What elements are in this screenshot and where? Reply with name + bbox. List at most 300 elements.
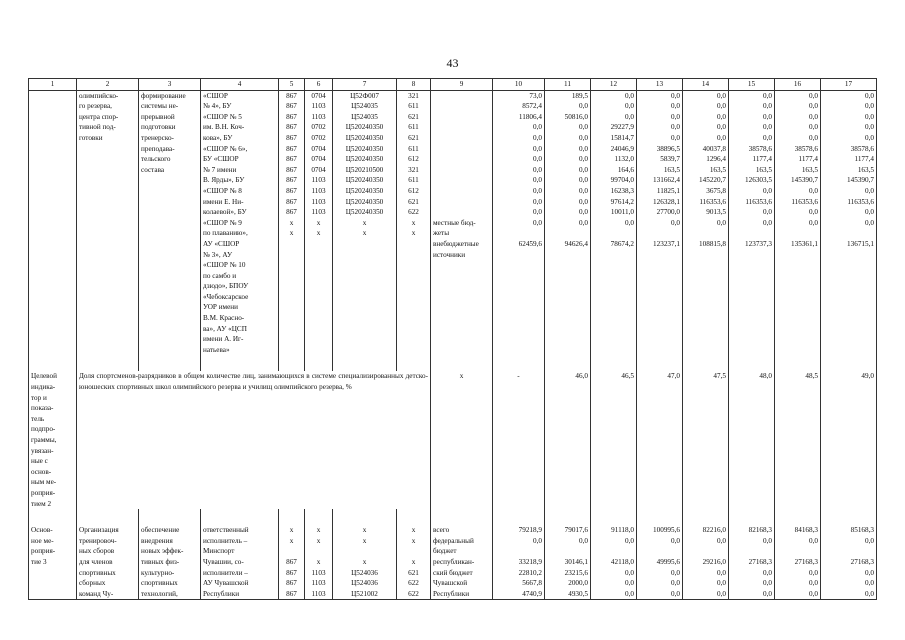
cell-line: 867 [286, 165, 297, 174]
cell-line: 11806,4 [518, 112, 542, 121]
cell-line: 0,0 [533, 536, 542, 545]
cell-line: 0,0 [763, 579, 772, 588]
cell-line [433, 112, 490, 123]
cell-line: 4740,9 [522, 589, 542, 598]
cell-line: 82216,0 [702, 526, 726, 535]
cell-line [281, 546, 302, 557]
cell-col8 [397, 525, 431, 600]
cell-line: «СШОР № 8 [203, 186, 242, 195]
cell-line: 0,0 [763, 218, 772, 227]
cell-line: 108815,8 [699, 239, 726, 248]
cell-line: 1103 [311, 579, 326, 588]
cell-line: 163,5 [709, 165, 726, 174]
cell-line: 189,5 [571, 91, 588, 100]
cell-line: 0704 [311, 144, 326, 153]
cell-line: 1103 [311, 197, 326, 206]
cell-line: спортивных [79, 568, 116, 577]
cell-line: дзюдо», БПОУ [203, 282, 249, 291]
cell-line: 33218,9 [518, 557, 542, 566]
cell-line: 0,0 [809, 589, 818, 598]
cell-line: новых эффек- [141, 547, 184, 556]
cell-line: 0,0 [865, 133, 874, 142]
cell-line: 0,0 [865, 123, 874, 132]
cell-line [777, 228, 818, 239]
cell-line: Чувашии, со- [203, 557, 244, 566]
cell-line: 0,0 [809, 568, 818, 577]
cell-line: Ц521002 [351, 589, 378, 598]
cell-line: бюджет [433, 547, 457, 556]
cell-line: 611 [408, 123, 419, 132]
cell-col9 [431, 525, 493, 600]
cell-line: Ц524036 [351, 568, 378, 577]
cell-col6 [305, 90, 333, 355]
cell-line [547, 228, 588, 239]
cell-line: готовки [79, 133, 103, 142]
cell-line: 38896,5 [656, 144, 680, 153]
cell-line: исполнитель – [203, 536, 248, 545]
cell-line: Целевой [31, 372, 57, 381]
cell-line: 0,0 [671, 91, 680, 100]
cell-line [639, 546, 680, 557]
cell-line: 30146,1 [564, 557, 588, 566]
cell-line: 0,0 [809, 186, 818, 195]
cell-line: преподава- [141, 144, 175, 153]
cell-line [433, 175, 490, 186]
cell-line: 0,0 [671, 589, 680, 598]
cell-col9 [431, 90, 493, 355]
cell-col5 [279, 90, 305, 355]
cell-line: 131662,4 [653, 176, 680, 185]
cell-line: № 7 имени [203, 165, 237, 174]
cell-line: 49995,6 [656, 557, 680, 566]
cell-line: x [289, 229, 294, 238]
cell-line: В.М. Красно- [203, 314, 245, 323]
cell-line: имени А. Иг- [203, 335, 244, 344]
cell-line: 9013,5 [706, 208, 726, 217]
cell-line: x [362, 536, 367, 545]
cell-line: 0,0 [533, 165, 542, 174]
cell-col16 [775, 525, 821, 600]
cell-line: 0,0 [671, 133, 680, 142]
cell-col17: 49,0 [821, 371, 877, 509]
cell-line [433, 197, 490, 208]
cell-line: 0,0 [625, 579, 634, 588]
cell-col3 [139, 525, 201, 600]
cell-line [731, 546, 772, 557]
cell-line: x [362, 218, 367, 227]
cell-col13 [637, 525, 683, 600]
cell-line: 0,0 [717, 568, 726, 577]
cell-line: 62459,6 [518, 239, 542, 248]
cell-line: 0,0 [763, 102, 772, 111]
column-header: 14 [683, 79, 729, 91]
cell-line: 0,0 [865, 91, 874, 100]
cell-col11: 46,0 [545, 371, 591, 509]
cell-line: 611 [408, 176, 419, 185]
cell-line: жеты [433, 229, 450, 238]
cell-line: го резерва, [79, 102, 112, 111]
cell-line: 0704 [311, 165, 326, 174]
cell-line: 0,0 [533, 133, 542, 142]
cell-line: 8572,4 [522, 102, 542, 111]
cell-line: 79218,9 [518, 526, 542, 535]
cell-line: состава [141, 165, 165, 174]
cell-line: 50816,0 [564, 112, 588, 121]
cell-line: культурно- [141, 568, 175, 577]
cell-line: 867 [286, 176, 297, 185]
cell-line: 0,0 [533, 123, 542, 132]
cell-line: 0,0 [717, 102, 726, 111]
cell-line: 0,0 [625, 568, 634, 577]
cell-line: центра спор- [79, 112, 119, 121]
cell-line [433, 207, 490, 218]
cell-line [731, 228, 772, 239]
cell-line: 0,0 [579, 123, 588, 132]
cell-line: 612 [408, 155, 419, 164]
cell-line: 16238,3 [610, 186, 634, 195]
cell-line: тренировоч- [79, 536, 117, 545]
cell-line: 0,0 [579, 197, 588, 206]
cell-line: x [289, 526, 294, 535]
cell-line: системы не- [141, 102, 179, 111]
cell-line: 84168,3 [794, 526, 818, 535]
spacer-row [29, 509, 877, 525]
cell-line: 0,0 [763, 112, 772, 121]
cell-line: 0,0 [717, 589, 726, 598]
cell-line: 867 [286, 112, 297, 121]
cell-col16 [775, 90, 821, 355]
cell-line: кова», БУ [203, 133, 233, 142]
cell-line [433, 133, 490, 144]
cell-line: 0,0 [579, 144, 588, 153]
cell-line: Ц520240350 [345, 186, 384, 195]
cell-line: 0,0 [763, 91, 772, 100]
cell-line: тием 2 [31, 499, 52, 508]
cell-line [823, 546, 874, 557]
cell-line: x [362, 526, 367, 535]
cell-line: 1103 [311, 589, 326, 598]
cell-line: 867 [286, 579, 297, 588]
column-header: 17 [821, 79, 877, 91]
cell-line: 40037,8 [702, 144, 726, 153]
cell-line: граммы, [31, 436, 57, 444]
cell-line: ные с [31, 457, 48, 466]
cell-line [593, 228, 634, 239]
cell-line: 621 [408, 197, 419, 206]
cell-line: роприя- [31, 547, 56, 556]
program-table [28, 78, 877, 600]
cell-line: 1103 [311, 112, 326, 121]
cell-line: 97614,2 [610, 197, 634, 206]
cell-line: 0,0 [763, 186, 772, 195]
indicator-text: Доля спортсменов-разрядников в общем количестве лиц, занимающихся в системе специализированных детско-юношеских спортивных школ олимпийского резерва и училищ олимпийского резерва, % [77, 371, 431, 509]
cell-line: Республики [433, 589, 470, 598]
cell-line: Ц520240350 [345, 155, 384, 164]
cell-line [433, 165, 490, 176]
cell-line: 0,0 [625, 112, 634, 121]
cell-line: команд Чу- [79, 589, 114, 598]
cell-line: для членов [79, 557, 113, 566]
cell-line: 99704,0 [610, 176, 634, 185]
cell-line: 116353,6 [791, 197, 818, 206]
cell-col11 [545, 90, 591, 355]
cell-line: ное ме- [31, 536, 54, 545]
cell-col8 [397, 90, 431, 355]
cell-line: Ц524035 [351, 102, 378, 111]
column-header: 16 [775, 79, 821, 91]
cell-line: «СШОР [203, 91, 228, 100]
cell-line: 867 [286, 91, 297, 100]
cell-line [495, 228, 542, 239]
cell-line: 22810,2 [518, 568, 542, 577]
cell-col4 [201, 525, 279, 600]
cell-line: АУ Чувашской [203, 579, 249, 588]
cell-line: 27168,3 [748, 557, 772, 566]
cell-line [335, 546, 394, 557]
cell-line: 38578,6 [794, 144, 818, 153]
cell-line: 621 [408, 133, 419, 142]
cell-col16: 48,5 [775, 371, 821, 509]
cell-line: УОР имени [203, 303, 238, 312]
cell-line: всего [433, 526, 450, 535]
cell-line: Ц520240350 [345, 208, 384, 217]
cell-line: 116353,6 [847, 197, 874, 206]
cell-line: 0,0 [865, 218, 874, 227]
row-block-3 [29, 525, 877, 600]
cell-line: «СШОР № 6», [203, 144, 248, 153]
cell-line: 0,0 [763, 568, 772, 577]
cell-line: 1103 [311, 176, 326, 185]
cell-line: 0,0 [671, 123, 680, 132]
cell-line: x [316, 229, 321, 238]
cell-col17 [821, 90, 877, 355]
cell-line: 0,0 [671, 112, 680, 121]
cell-line: В. Ярды», БУ [203, 176, 245, 185]
cell-line: 38578,6 [748, 144, 772, 153]
cell-col4 [201, 90, 279, 355]
cell-col7 [333, 525, 397, 600]
cell-line: технологий, [141, 589, 178, 598]
column-header: 12 [591, 79, 637, 91]
cell-col12 [591, 90, 637, 355]
cell-line: тель [31, 414, 45, 423]
cell-line: 163,5 [857, 165, 874, 174]
cell-line: формирование [141, 91, 186, 100]
cell-line: тор и [31, 393, 47, 402]
cell-line [593, 546, 634, 557]
cell-line: 0,0 [579, 176, 588, 185]
cell-line: 1296,4 [706, 155, 726, 164]
cell-line: 10011,0 [610, 208, 634, 217]
cell-col14: 47,5 [683, 371, 729, 509]
cell-line: 126303,5 [745, 176, 772, 185]
cell-col1 [29, 371, 77, 509]
cell-line: по плаванию», [203, 229, 248, 238]
cell-line: исполнители – [203, 568, 248, 577]
cell-col6 [305, 525, 333, 600]
cell-line: спортивных [141, 579, 178, 588]
cell-col2 [77, 525, 139, 600]
cell-line: обеспечение [141, 526, 180, 535]
cell-col2 [77, 90, 139, 355]
cell-line: 27168,3 [794, 557, 818, 566]
cell-line: x [362, 557, 367, 566]
cell-line: им. В.Н. Коч- [203, 123, 245, 132]
cell-line: ответственный [203, 526, 249, 535]
cell-line: 0,0 [809, 579, 818, 588]
cell-line: 0,0 [671, 218, 680, 227]
cell-line: 0,0 [579, 102, 588, 111]
cell-col12: 46,5 [591, 371, 637, 509]
cell-line: 79017,6 [564, 526, 588, 535]
cell-line: 0,0 [717, 112, 726, 121]
cell-line: 321 [408, 91, 419, 100]
cell-line: 0,0 [763, 123, 772, 132]
cell-line: Ц520240350 [345, 197, 384, 206]
cell-line: 0,0 [763, 536, 772, 545]
row-block-1 [29, 90, 877, 355]
cell-line: 163,5 [755, 165, 772, 174]
cell-line: 0,0 [809, 536, 818, 545]
cell-line: 0,0 [717, 91, 726, 100]
cell-line: 0,0 [865, 536, 874, 545]
cell-line: натьева» [203, 345, 230, 354]
cell-line: 1177,4 [854, 155, 874, 164]
cell-line: 0,0 [763, 589, 772, 598]
cell-line: 0,0 [625, 536, 634, 545]
cell-line: 0,0 [671, 536, 680, 545]
cell-line: 0,0 [717, 133, 726, 142]
cell-line: 94626,4 [564, 239, 588, 248]
cell-line: 0,0 [671, 579, 680, 588]
cell-line: 85168,3 [850, 526, 874, 535]
cell-line: 0702 [311, 133, 326, 142]
cell-line: Ц52Ф007 [350, 91, 379, 100]
cell-line: 0,0 [533, 155, 542, 164]
cell-line [685, 228, 726, 239]
cell-line: 0,0 [809, 112, 818, 121]
cell-line: ных сборов [79, 547, 115, 556]
cell-line: «СШОР № 9 [203, 218, 242, 227]
cell-col13 [637, 90, 683, 355]
cell-line: Ц520240350 [345, 133, 384, 142]
cell-line: 2000,0 [568, 579, 588, 588]
cell-line: 145220,7 [699, 176, 726, 185]
cell-line: № 3», АУ [203, 250, 233, 259]
cell-line: ва», АУ «ЦСП [203, 324, 247, 333]
cell-line: федеральный [433, 536, 474, 545]
cell-line: республикан- [433, 557, 475, 566]
header-row [29, 79, 877, 91]
cell-line: 82168,3 [748, 526, 772, 535]
cell-line: 23215,6 [564, 568, 588, 577]
cell-line: основ- [31, 467, 52, 476]
cell-line: 0,0 [533, 186, 542, 195]
cell-line [823, 228, 874, 239]
cell-col1 [29, 525, 77, 600]
cell-line: 867 [286, 197, 297, 206]
column-header: 10 [493, 79, 545, 91]
cell-line: «СШОР № 5 [203, 112, 242, 121]
cell-col3 [139, 90, 201, 355]
column-header: 4 [201, 79, 279, 91]
cell-line: 145390,7 [791, 176, 818, 185]
cell-line: 611 [408, 102, 419, 111]
cell-line [399, 546, 428, 557]
cell-line: Ц524036 [351, 579, 378, 588]
column-header: 6 [305, 79, 333, 91]
cell-line: 622 [408, 589, 419, 598]
cell-line: 622 [408, 579, 419, 588]
column-header: 15 [729, 79, 775, 91]
cell-line: 0,0 [579, 186, 588, 195]
cell-line [777, 546, 818, 557]
cell-col10: - [493, 371, 545, 509]
cell-line: № 4», БУ [203, 102, 232, 111]
cell-line: подготовки [141, 123, 176, 132]
cell-col9: x [431, 371, 493, 509]
cell-col15 [729, 525, 775, 600]
cell-line: 73,0 [529, 91, 542, 100]
cell-line: 0,0 [809, 91, 818, 100]
cell-line: x [411, 526, 416, 535]
cell-line: 0,0 [625, 589, 634, 598]
cell-line: 0,0 [671, 102, 680, 111]
cell-line: 0,0 [865, 568, 874, 577]
cell-line [433, 91, 490, 102]
cell-line: ным ме- [31, 478, 57, 487]
cell-line: 126328,1 [653, 197, 680, 206]
cell-line: 0,0 [717, 218, 726, 227]
cell-line: тие 3 [31, 557, 47, 566]
cell-col11 [545, 525, 591, 600]
cell-line: тивной под- [79, 123, 116, 132]
cell-line: 116353,6 [745, 197, 772, 206]
cell-line: колаевой», БУ [203, 208, 247, 217]
cell-line: 0,0 [865, 112, 874, 121]
cell-line [433, 144, 490, 155]
cell-line: ский бюджет [433, 568, 473, 577]
cell-col5 [279, 525, 305, 600]
cell-line: 1132,0 [614, 155, 634, 164]
cell-line [685, 546, 726, 557]
cell-line: 27168,3 [850, 557, 874, 566]
cell-line: АУ «СШОР [203, 239, 240, 248]
cell-line: тренерско- [141, 133, 174, 142]
cell-col10 [493, 525, 545, 600]
cell-line: внедрения [141, 536, 173, 545]
cell-line: прерывной [141, 112, 175, 121]
cell-line: 0,0 [625, 91, 634, 100]
cell-line: 42118,0 [610, 557, 634, 566]
cell-line: 867 [286, 557, 297, 566]
cell-col14 [683, 525, 729, 600]
cell-line: 0,0 [865, 102, 874, 111]
cell-line: 0,0 [763, 133, 772, 142]
cell-line: 0,0 [579, 208, 588, 217]
cell-line: 123237,1 [653, 239, 680, 248]
cell-line: роприя- [31, 488, 56, 497]
column-header: 8 [397, 79, 431, 91]
page-number: 43 [446, 56, 459, 70]
cell-line: тивных физ- [141, 557, 180, 566]
cell-line: имени Е. Ни- [203, 197, 244, 206]
cell-line: 1103 [311, 208, 326, 217]
cell-line: x [411, 229, 416, 238]
cell-line: 321 [408, 165, 419, 174]
cell-line: 0,0 [625, 102, 634, 111]
cell-line: 867 [286, 123, 297, 132]
